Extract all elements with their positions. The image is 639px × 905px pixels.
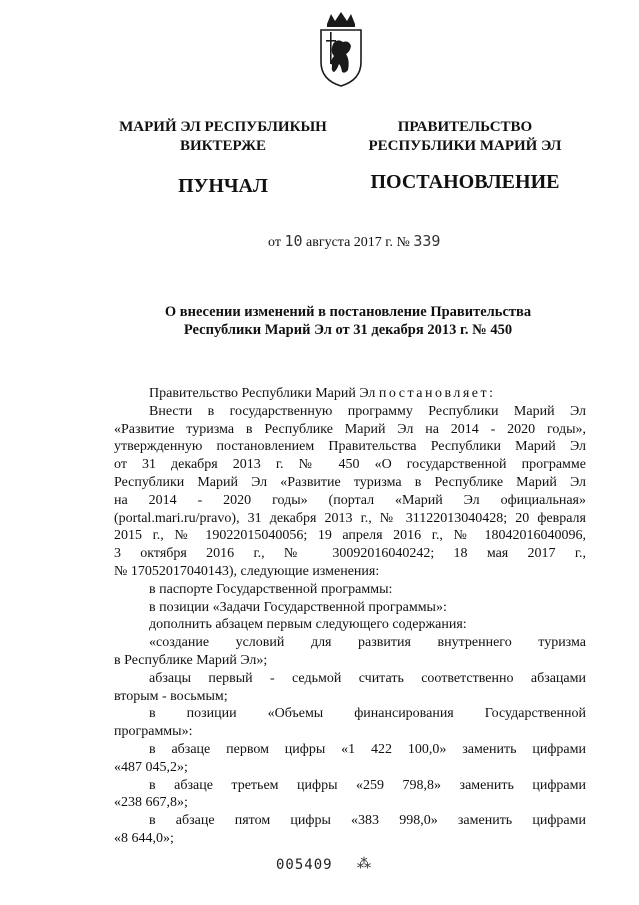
paragraph-line: «238 667,8»; bbox=[114, 795, 188, 811]
paragraph-line: программы»: bbox=[114, 724, 193, 740]
paragraph-line: «создание условий для развития внутреннего туризма bbox=[149, 635, 586, 651]
paragraph-line: утвержденную постановлением Правительства Республики Марий Эл bbox=[114, 439, 586, 455]
paragraph-preamble: Правительство Республики Марий Эл постановляет: bbox=[149, 386, 494, 401]
paragraph-line: на 2014 - 2020 годы» (портал «Марий Эл официальная» bbox=[114, 492, 586, 508]
paragraph-line: в позиции «Задачи Государственной программы»: bbox=[149, 599, 447, 615]
paragraph-line: в абзаце третьем цифры «259 798,8» заменить цифрами bbox=[149, 777, 586, 793]
title-line2: Республики Марий Эл от 31 декабря 2013 г. № 450 bbox=[183, 322, 513, 339]
header-left-block bbox=[88, 118, 358, 199]
form-serial-number: 005409 bbox=[276, 857, 333, 873]
paragraph-line: в абзаце первом цифры «1 422 100,0» заменить цифрами bbox=[149, 741, 586, 757]
paragraph-line: в паспорте Государственной программы: bbox=[149, 581, 393, 597]
dateline-day: 10 bbox=[284, 232, 303, 250]
header-right-line2: РЕСПУБЛИКИ МАРИЙ ЭЛ bbox=[368, 137, 562, 154]
document-dateline bbox=[268, 232, 440, 251]
document-body bbox=[114, 385, 586, 848]
title-line1: О внесении изменений в постановление Правительства bbox=[164, 304, 532, 320]
paragraph-line: от 31 декабря 2013 г. № 450 «О государственной программе bbox=[114, 457, 586, 473]
paragraph-line: в позиции «Объемы финансирования Государственной bbox=[149, 706, 586, 722]
dateline-number: 339 bbox=[413, 232, 441, 250]
paragraph-line: «487 045,2»; bbox=[114, 759, 188, 775]
paragraph-line: (portal.mari.ru/pravo), 31 декабря 2013 г., № 31122013040428; 20 февраля bbox=[114, 510, 586, 526]
coat-of-arms-icon bbox=[313, 10, 369, 88]
paragraph-line: «8 644,0»; bbox=[114, 830, 174, 846]
paragraph-line: вторым - восьмым; bbox=[114, 688, 228, 704]
paragraph-line: дополнить абзацем первым следующего содержания: bbox=[149, 617, 467, 633]
paragraph-line: в абзаце пятом цифры «383 998,0» заменить цифрами bbox=[149, 813, 586, 829]
paragraph-line: Внести в государственную программу Республики Марий Эл bbox=[149, 403, 586, 419]
paragraph-line: абзацы первый - седьмой считать соответственно абзацами bbox=[149, 670, 586, 686]
header-left-doc-type: ПУНЧАЛ bbox=[178, 174, 268, 197]
header-right-block bbox=[360, 118, 570, 195]
dateline-month-year: августа 2017 г. № bbox=[306, 235, 410, 250]
paragraph-line: 3 октября 2016 г., № 30092016040242; 18 мая 2017 г., bbox=[114, 546, 586, 562]
paragraph-line: Республики Марий Эл «Развитие туризма в Республике Марий Эл bbox=[114, 474, 586, 490]
dateline-prefix: от bbox=[268, 235, 281, 250]
document-title bbox=[140, 303, 556, 339]
header-left-line1: МАРИЙ ЭЛ РЕСПУБЛИКЫН bbox=[119, 119, 327, 135]
header-right-doc-type: ПОСТАНОВЛЕНИЕ bbox=[370, 170, 560, 193]
header-left-line2: ВИКТЕРЖЕ bbox=[179, 137, 267, 154]
asterism-mark: ⁂ bbox=[357, 857, 371, 872]
paragraph-line: № 17052017040143), следующие изменения: bbox=[114, 563, 380, 579]
header-right-line1: ПРАВИТЕЛЬСТВО bbox=[397, 119, 533, 135]
paragraph-line: «Развитие туризма в Республике Марий Эл на 2014 - 2020 годы», bbox=[114, 421, 586, 437]
paragraph-line: 2015 г., № 19022015040056; 19 апреля 2016 г., № 18042016040096, bbox=[114, 528, 586, 544]
paragraph-line: в Республике Марий Эл»; bbox=[114, 652, 268, 668]
